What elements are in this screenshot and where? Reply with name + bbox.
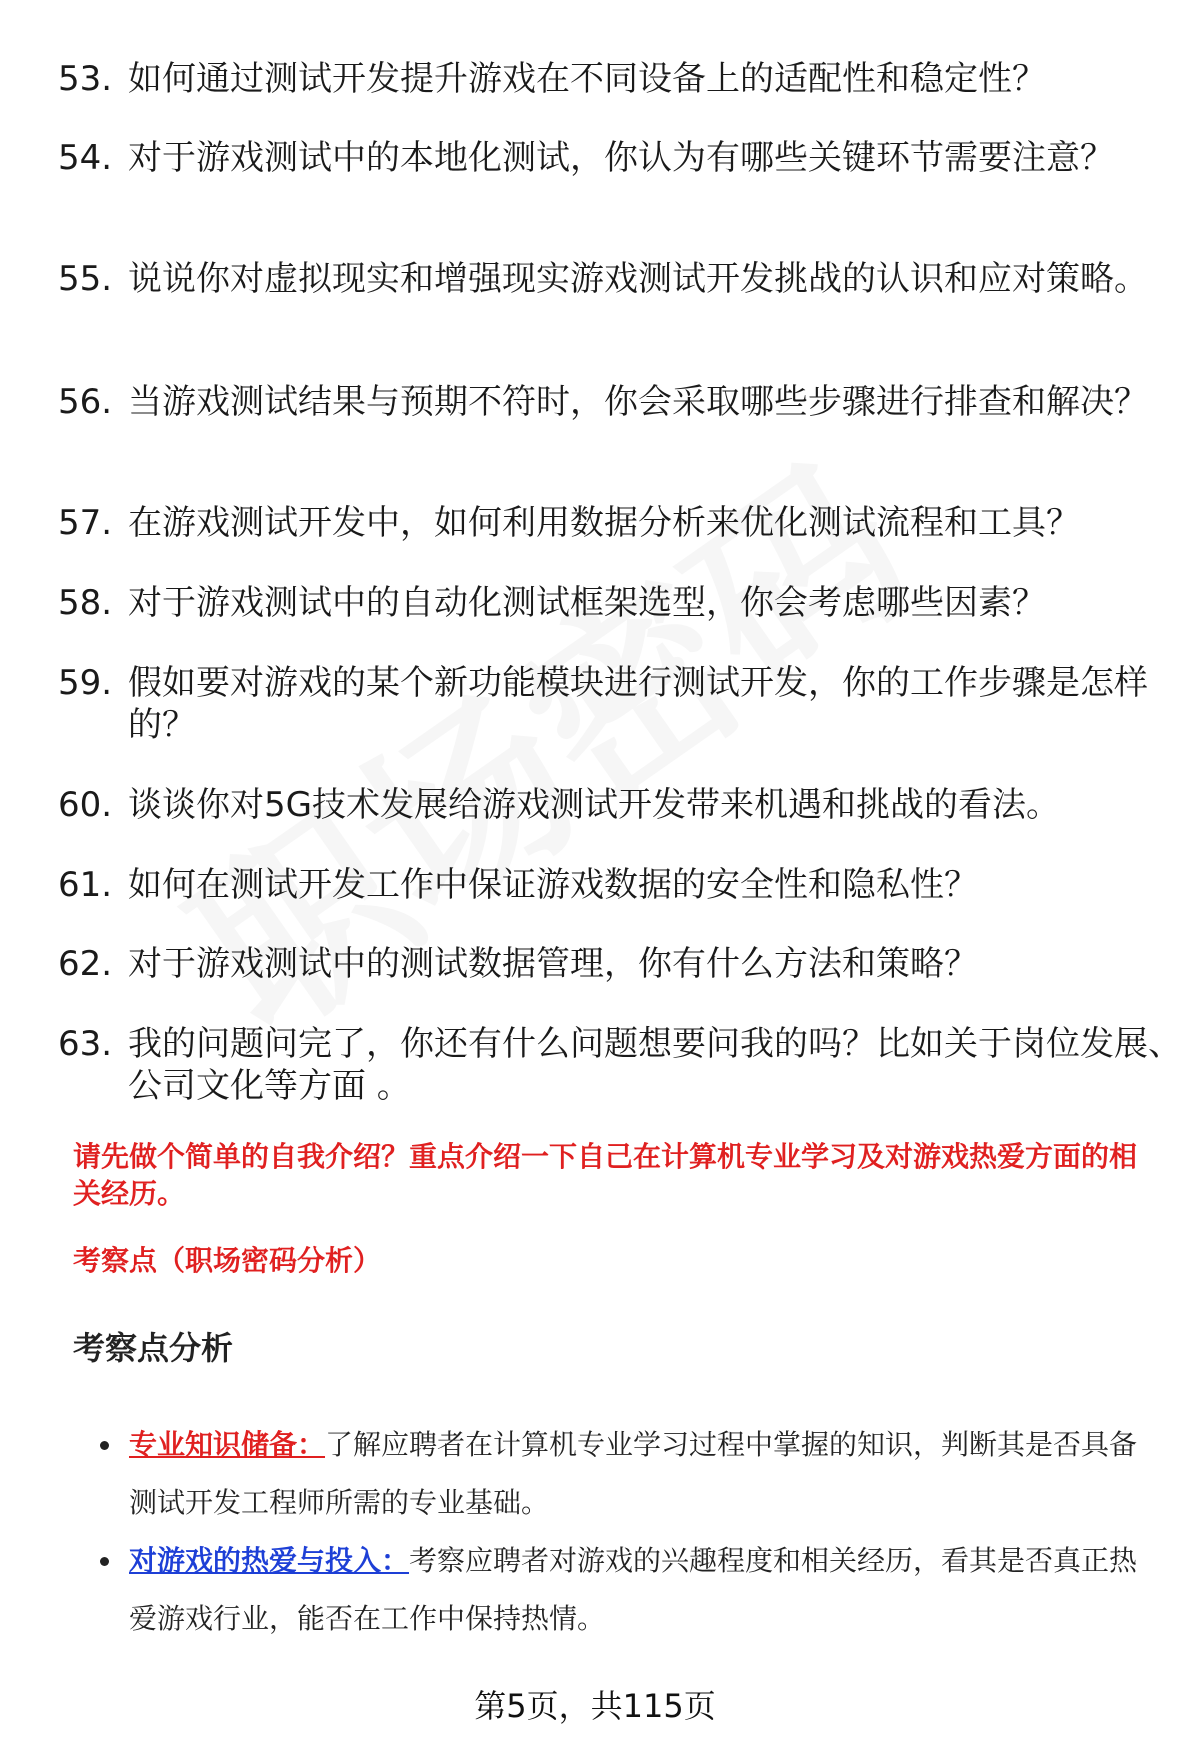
question-text: 假如要对游戏的某个新功能模块进行测试开发，你的工作步骤是怎样的？ <box>128 663 1148 745</box>
question-number: 54. <box>58 138 113 178</box>
question-number: 55. <box>58 259 113 299</box>
question-item <box>58 943 1148 985</box>
question-item <box>58 381 1148 423</box>
bullet-text: 了解应聘者在计算机专业学习过程中掌握的知识，判断其是否具备测试开发工程师所需的专业基础。 <box>129 1428 1138 1519</box>
bullet-text: 考察应聘者对游戏的兴趣程度和相关经历，看其是否真正热爱游戏行业，能否在工作中保持热情。 <box>129 1544 1138 1635</box>
question-number: 57. <box>58 503 113 543</box>
question-number: 53. <box>58 59 113 99</box>
question-number: 59. <box>58 663 113 703</box>
question-number: 60. <box>58 785 113 825</box>
question-text: 说说你对虚拟现实和增强现实游戏测试开发挑战的认识和应对策略。 <box>128 259 1148 299</box>
question-number: 63. <box>58 1024 113 1064</box>
question-item <box>58 258 1148 300</box>
question-text: 如何通过测试开发提升游戏在不同设备上的适配性和稳定性？ <box>128 59 1046 99</box>
question-text: 谈谈你对5G技术发展给游戏测试开发带来机遇和挑战的看法。 <box>128 785 1060 825</box>
question-item <box>58 582 1148 624</box>
bullet-body <box>129 1532 1160 1648</box>
analysis-bullet <box>100 1532 1160 1648</box>
bullet-label[interactable]: 专业知识储备： <box>129 1428 326 1461</box>
analysis-heading: 考察点分析 <box>73 1329 234 1367</box>
question-text: 如何在测试开发工作中保证游戏数据的安全性和隐私性？ <box>128 865 978 905</box>
question-number: 58. <box>58 583 113 623</box>
question-text: 对于游戏测试中的自动化测试框架选型，你会考虑哪些因素？ <box>128 583 1046 623</box>
analysis-bullet <box>100 1416 1160 1532</box>
question-item <box>58 1023 1182 1107</box>
question-number: 61. <box>58 865 113 905</box>
question-item <box>58 58 1148 100</box>
bullet-label[interactable]: 对游戏的热爱与投入： <box>129 1544 410 1577</box>
question-item <box>58 502 1148 544</box>
question-number: 56. <box>58 382 113 422</box>
interview-prompt: 请先做个简单的自我介绍？重点介绍一下自己在计算机专业学习及对游戏热爱方面的相关经历。 <box>73 1140 1138 1210</box>
question-text: 我的问题问完了，你还有什么问题想要问我的吗？比如关于岗位发展、公司文化等方面 。 <box>128 1024 1182 1106</box>
page-footer: 第5页，共115页 <box>474 1687 716 1725</box>
question-text: 对于游戏测试中的测试数据管理，你有什么方法和策略？ <box>128 944 978 984</box>
question-text: 当游戏测试结果与预期不符时，你会采取哪些步骤进行排查和解决？ <box>128 382 1148 422</box>
question-number: 62. <box>58 944 113 984</box>
question-item <box>58 662 1148 746</box>
question-item <box>58 137 1148 179</box>
bullet-dot-icon <box>100 1441 109 1450</box>
question-text: 对于游戏测试中的本地化测试，你认为有哪些关键环节需要注意？ <box>128 138 1114 178</box>
bullet-body <box>129 1416 1160 1532</box>
question-text: 在游戏测试开发中，如何利用数据分析来优化测试流程和工具？ <box>128 503 1080 543</box>
focus-label: 考察点（职场密码分析） <box>73 1244 382 1277</box>
question-item <box>58 864 1148 906</box>
bullet-dot-icon <box>100 1557 109 1566</box>
question-item <box>58 784 1148 826</box>
